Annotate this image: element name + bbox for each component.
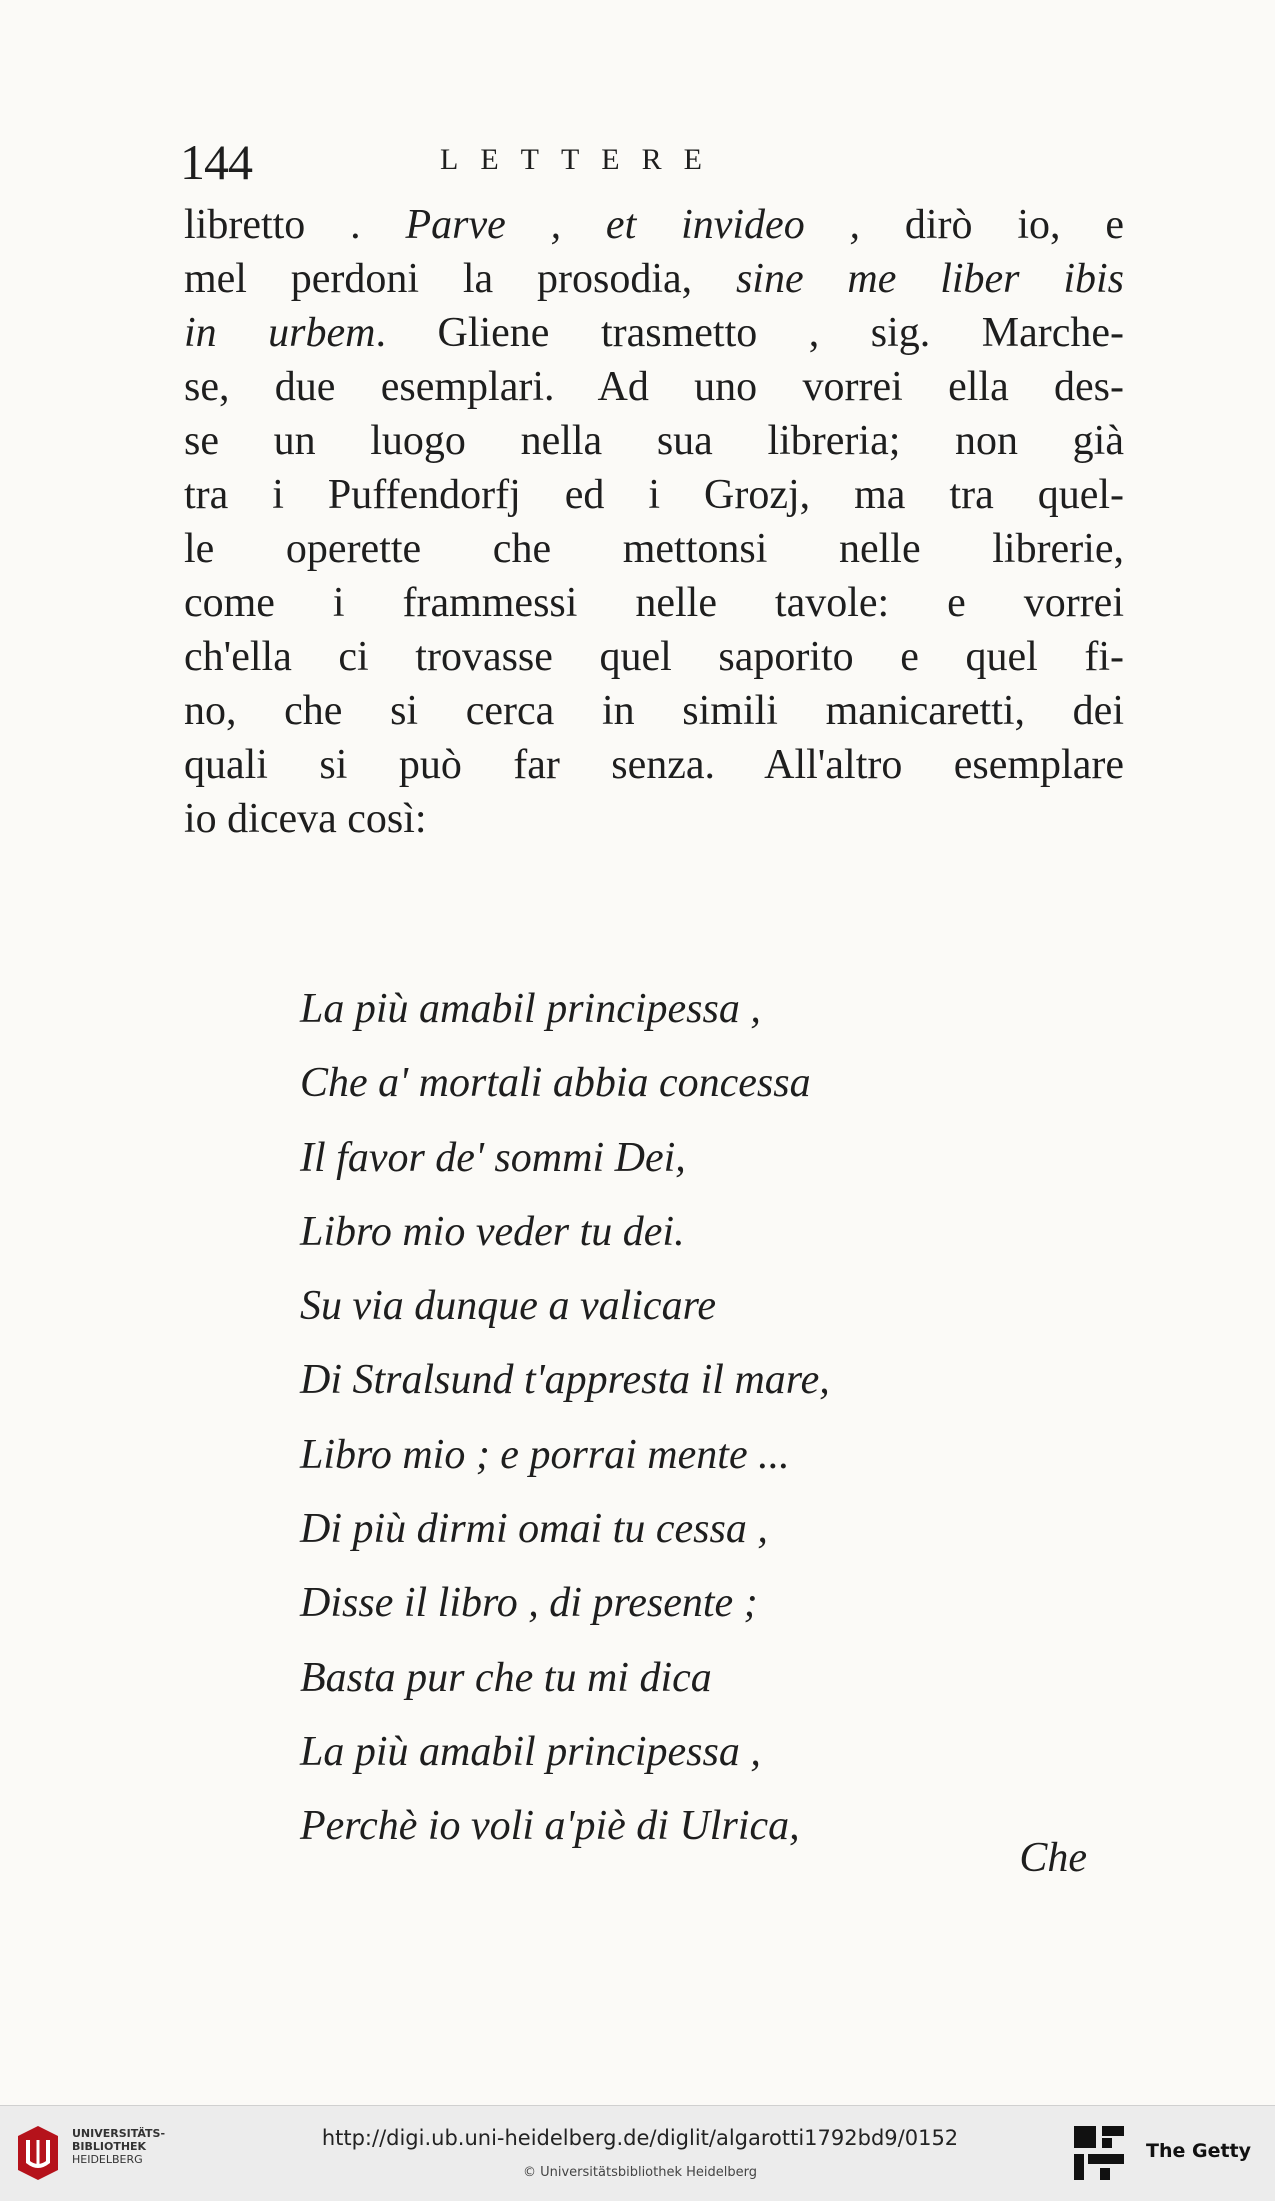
page-number: 144 <box>180 134 252 190</box>
text-line <box>184 252 1124 306</box>
verse-line: Libro mio veder tu dei. <box>300 1208 685 1255</box>
library-name-line: BIBLIOTHEK <box>72 2140 147 2153</box>
prose-paragraph <box>184 198 1124 846</box>
running-head <box>180 132 880 192</box>
library-name-line: UNIVERSITÄTS- <box>72 2127 166 2140</box>
verse-line: Su via dunque a valicare <box>300 1283 717 1330</box>
verse-line: Disse il libro , di presente ; <box>300 1580 758 1627</box>
permalink-url[interactable]: http://digi.ub.uni-heidelberg.de/diglit/algarotti1792bd9/0152 <box>321 2126 959 2150</box>
verse-line: La più amabil principessa , <box>300 1728 761 1775</box>
text-line: io diceva così: <box>184 796 427 842</box>
text-segment: libretto . <box>184 202 406 248</box>
text-line: come i frammessi nelle tavole: e vorrei <box>184 580 1124 626</box>
text-line <box>184 306 1124 360</box>
catchword: Che <box>1019 1835 1087 1881</box>
text-line: ch'ella ci trovasse quel saporito e quel fi- <box>184 634 1124 680</box>
verse-line: Di più dirmi omai tu cessa , <box>300 1506 768 1553</box>
verse-line: Libro mio ; e porrai mente ... <box>300 1431 790 1478</box>
text-line: no, che si cerca in simili manicaretti, dei <box>184 688 1124 734</box>
running-title: LETTERE <box>440 143 724 176</box>
verse-line: La più amabil principessa , <box>300 986 761 1032</box>
text-line: se, due esemplari. Ad uno vorrei ella des- <box>184 364 1124 410</box>
verse-line: Basta pur che tu mi dica <box>300 1654 712 1701</box>
latin-quote: Parve , et invideo , <box>405 202 861 248</box>
text-segment: mel perdoni la prosodia, <box>184 256 736 302</box>
verse-line: Il favor de' sommi Dei, <box>300 1134 686 1181</box>
text-line: tra i Puffendorfj ed i Grozj, ma tra quel- <box>184 472 1124 518</box>
text-line: se un luogo nella sua libreria; non già <box>184 418 1124 464</box>
text-segment: . Gliene trasmetto , sig. Marche- <box>375 310 1124 356</box>
library-name <box>72 2127 165 2166</box>
getty-logo-icon <box>1072 2124 1126 2182</box>
text-line: le operette che mettonsi nelle librerie, <box>184 526 1124 572</box>
text-line: quali si può far senza. All'altro esemplare <box>184 742 1124 788</box>
verse-line: Di Stralsund t'appresta il mare, <box>300 1357 830 1404</box>
latin-quote: in urbem <box>184 310 376 356</box>
verse-block <box>300 972 830 1864</box>
verse-line: Perchè io voli a'piè di Ulrica, <box>300 1803 800 1850</box>
text-segment: dirò io, e <box>860 202 1125 248</box>
university-library-logo-icon <box>14 2124 62 2182</box>
copyright-notice: © Universitätsbibliothek Heidelberg <box>522 2165 757 2180</box>
verse-line: Che a' mortali abbia concessa <box>300 1060 811 1107</box>
latin-quote: sine me liber ibis <box>735 256 1124 302</box>
viewer-footer <box>0 2105 1275 2201</box>
library-city: HEIDELBERG <box>72 2153 143 2166</box>
partner-name: The Getty <box>1146 2140 1252 2162</box>
text-line <box>184 198 1124 252</box>
